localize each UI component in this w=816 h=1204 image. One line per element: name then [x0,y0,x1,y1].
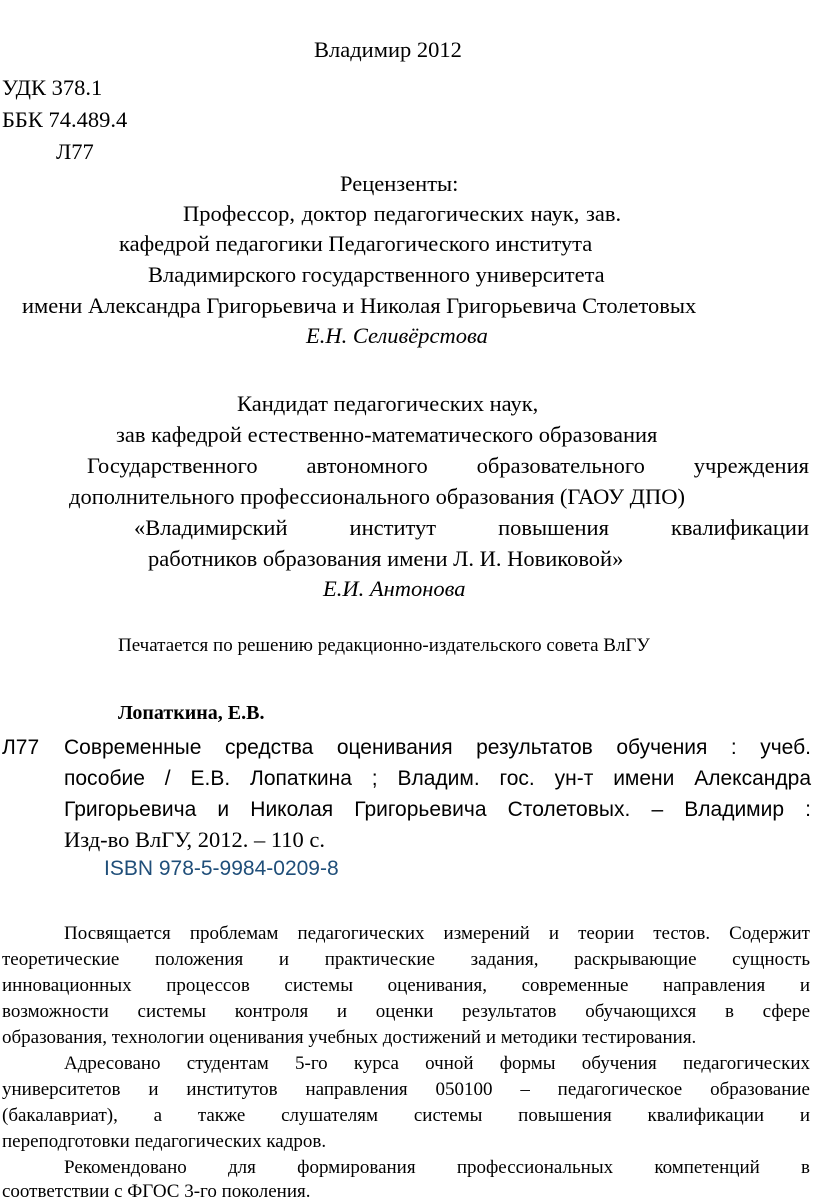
isbn: ISBN 978-5-9984-0209-8 [104,857,339,880]
reviewer-2-line: Государственного автономного образовательного учреждения [87,453,809,478]
author-mark: Л77 [56,139,94,164]
reviewers-heading: Рецензенты: [340,171,459,196]
abstract-line: Посвящается проблемам педагогических измерений и теории тестов. Содержит [64,923,810,944]
print-note: Печатается по решению редакционно-издательского совета ВлГУ [118,635,650,656]
abstract-line: (бакалавриат), а также слушателям системы повышения квалификации и [2,1105,810,1126]
bbk-code: ББК 74.489.4 [2,107,128,132]
abstract-line: теоретические положения и практические задания, раскрывающие сущность [2,949,810,970]
abstract-line: возможности системы контроля и оценки результатов обучающихся в сфере [2,1001,810,1022]
abstract-line: Адресовано студентам 5-го курса очной формы обучения педагогических [64,1053,810,1074]
reviewer-1-line: кафедрой педагогики Педагогического института [119,231,593,256]
reviewer-2-line: зав кафедрой естественно-математического образования [116,422,658,447]
bib-author: Лопаткина, Е.В. [118,702,265,724]
reviewer-2-line: работников образования имени Л. И. Новиковой» [148,546,624,571]
abstract-line: образования, технологии оценивания учебных достижений и методики тестирования. [2,1027,697,1048]
bib-code: Л77 [2,736,40,759]
reviewer-2-line: Кандидат педагогических наук, [237,391,539,416]
reviewer-1-line: Владимирского государственного университета [148,262,605,287]
bib-title-line: Григорьевича и Николая Григорьевича Столетовых. – Владимир : [64,798,811,821]
city-year: Владимир 2012 [314,37,462,62]
reviewer-2-name: Е.И. Антонова [323,576,466,601]
reviewer-1-line: Профессор, доктор педагогических наук, зав. [183,201,622,226]
reviewer-2-line: «Владимирский институт повышения квалификации [134,515,809,540]
abstract-line: переподготовки педагогических кадров. [2,1131,327,1152]
bib-title-line: Изд-во ВлГУ, 2012. – 110 с. [64,827,326,852]
bib-title-line: Современные средства оценивания результатов обучения : учеб. [64,736,811,759]
abstract-line: университетов и институтов направления 050100 – педагогическое образование [2,1079,810,1100]
reviewer-2-line: дополнительного профессионального образования (ГАОУ ДПО) [69,484,685,509]
abstract-line: инновационных процессов системы оценивания, современные направления и [2,975,810,996]
reviewer-1-line: имени Александра Григорьевича и Николая Григорьевича Столетовых [22,293,697,318]
reviewer-1-name: Е.Н. Селивёрстова [306,323,488,348]
bib-title-line: пособие / Е.В. Лопаткина ; Владим. гос. ун-т имени Александра [64,767,811,790]
udk-code: УДК 378.1 [2,75,103,100]
abstract-line: Рекомендовано для формирования профессиональных компетенций в [64,1157,810,1178]
abstract-line: соответствии с ФГОС 3-го поколения. [2,1181,311,1202]
